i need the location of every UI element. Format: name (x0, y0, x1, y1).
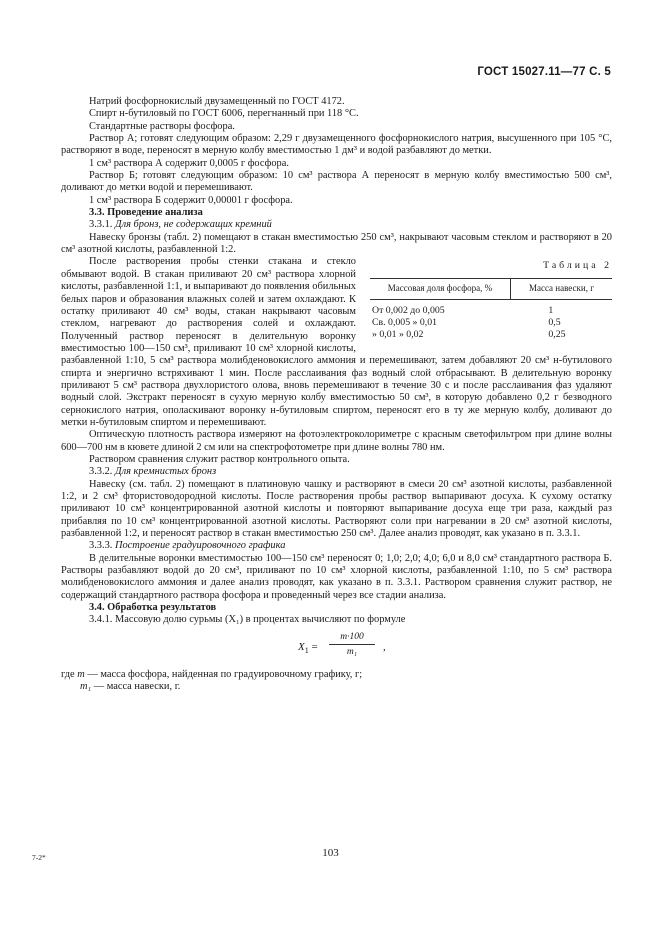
subsection-heading-3-3-3 (61, 540, 612, 552)
table-2 (370, 260, 612, 341)
table-row (370, 300, 612, 318)
subsection-number: 3.3.1. (89, 219, 115, 231)
table-cell: 0,5 (548, 317, 561, 329)
page-number: 103 (322, 847, 339, 859)
table-text-block (61, 256, 612, 429)
legend-row (61, 681, 612, 693)
paragraph: В делительные воронки вместимостью 100—150 см³ переносят 0; 1,0; 2,0; 4,0; 6,0 и 8,0 см³ стандартного раствора Б. Растворы разбавляют водой до 20 см³, приливают по 10 см³ хлорной кислоты, разбавленной 1:10, по 5 см³ раствора молибденовокислого аммония и далее анализ проводят, как указано в п. 3.3.1. Раствором сравнения служит раствор, не содержащий стандартного раствора фосфора и проведенный через все стадии анализа. (61, 552, 612, 601)
paragraph: 1 см³ раствора А содержит 0,0005 г фосфора. (89, 157, 289, 169)
table-header-cell: Масса навески, г (510, 279, 612, 300)
footer-signature: 7-2* (32, 853, 46, 862)
paragraph: 1 см³ раствора Б содержит 0,00001 г фосфора. (89, 194, 293, 206)
formula-subscript: 1 (304, 645, 309, 655)
formula-equals: = (311, 640, 318, 653)
formula-tail: , (383, 640, 386, 653)
table (370, 278, 612, 341)
page-header: ГОСТ 15027.11—77 С. 5 (477, 66, 611, 78)
formula-denominator: m₁ (346, 647, 358, 658)
paragraph: Спирт н-бутиловый по ГОСТ 6006, перегнанный при 118 °С. (89, 108, 359, 120)
table-cell: От 0,002 до 0,005 (372, 305, 445, 317)
table-cell: Св. 0,005 » 0,01 (372, 317, 438, 329)
legend-text: — масса фосфора, найденная по градуировочному графику, г; (84, 668, 363, 680)
table-title: Таблица 2 (543, 260, 612, 272)
formula-legend (61, 669, 612, 694)
subsection-number: 3.3.2. (89, 466, 115, 478)
paragraph: Раствор Б; готовят следующим образом: 10 см³ раствора А переносят в мерную колбу вместимостью 500 см³, доливают до метки водой и перемешивают. (61, 170, 612, 194)
formula-lhs (298, 641, 318, 657)
paragraph: Навеску бронзы (табл. 2) помещают в стакан вместимостью 250 см³, накрывают часовым стеклом и растворяют в 20 см³ азотной кислоты, разбавленной 1:2. (61, 231, 612, 256)
legend-symbol: m₁ (80, 681, 92, 693)
subsection-title: Для кремнистых бронз (114, 466, 217, 478)
paragraph: Оптическую плотность раствора измеряют на фотоэлектроколориметре с красным светофильтром при длине волны 600—700 нм в кювете длиной 2 см или на спектрофотометре при длине волны 780 нм. (61, 429, 612, 453)
section-heading-3-4: 3.4. Обработка результатов (89, 602, 217, 614)
paragraph: Раствор А; готовят следующим образом: 2,29 г двузамещенного фосфорнокислого натрия, высушенного при 105 °С, растворяют в воде, переносят в мерную колбу вместимостью 1 дм³ и водой разбавляют до метки. (61, 133, 612, 157)
table-cell: 1 (548, 305, 554, 317)
legend-text: — масса навески, г. (91, 681, 181, 693)
legend-row (61, 669, 612, 681)
subsection-heading-3-3-1 (61, 219, 612, 231)
legend-prefix: где (61, 668, 78, 680)
table-cell: » 0,01 » 0,02 (372, 329, 424, 341)
subsection-number: 3.3.3. (89, 540, 115, 552)
formula (61, 631, 612, 665)
subsection-heading-3-3-2 (61, 466, 612, 478)
paragraph: 3.4.1. Массовую долю сурьмы (X₁) в процентах вычисляют по формуле (89, 614, 406, 626)
table-row (370, 317, 612, 329)
paragraph: Навеску (см. табл. 2) помещают в платиновую чашку и растворяют в смеси 20 см³ азотной кислоты, разбавленной 1:2, и 2 см³ фтористоводородной кислоты. После растворения пробы раствор выпаривают досуха. К сухому остатку приливают 10 см³ концентрированной азотной кислоты и повторяют выпаривание досуха еще три раза, каждый раз прибавляя по 10 см³ концентрированной азотной кислоты. Растворяют соли при нагревании в 20 см³ азотной кислоты, разбавленной 1:2, и переносят раствор в стакан вместимостью 250 см³. Далее анализ проводят, как указано в п. 3.3.1. (61, 478, 612, 540)
formula-fraction (329, 631, 375, 659)
table-row (370, 329, 612, 341)
subsection-title: Построение градуировочного графика (114, 540, 286, 552)
paragraph: Натрий фосфорнокислый двузамещенный по ГОСТ 4172. (89, 96, 345, 107)
formula-symbol: X (298, 640, 305, 653)
legend-symbol: m (77, 668, 85, 680)
subsection-title: Для бронз, не содержащих кремний (114, 219, 272, 231)
section-heading-3-3: 3.3. Проведение анализа (89, 207, 203, 219)
paragraph: После растворения пробы стенки стакана и стекло обмывают водой. В стакан приливают 20 см³ раствора хлорной кислоты, разбавленной 1:1, и выпаривают до появления обильных белых паров и образования влажных солей и затем охлаждают. К остатку приливают 40 см³ воды, стакан накрывают часовым стеклом, нагревают до растворения солей и охлаждают. Полученный раствор переносят в делительную воронку вместимостью 100—150 см³, приливают 10 см³ хлорной кислоты, разбавленной 1:10, 5 см³ раствора молибденовокислого аммония и перемешивают, затем добавляют 20 см³ н-бутилового спирта и энергично встряхивают 1 мин. После расслаивания фаз водный слой отбрасывают. В делительную воронку приливают 5 см³ раствора двухлористого олова, вновь перемешивают в течение 30 с и после расслаивания фаз удаляют водный слой. Экстракт переносят в сухую мерную колбу вместимостью 50 см³, в которую добавлено 0,2 г безводного сернокислого натрия, ополаскивают воронку н-бутиловым спиртом, переносят его в ту же мерную колбу, доливают до метки н-бутиловым спиртом и перемешивают. (61, 256, 612, 428)
paragraph: Стандартные растворы фосфора. (89, 120, 235, 132)
table-cell: 0,25 (548, 329, 566, 341)
paragraph: Раствором сравнения служит раствор контрольного опыта. (89, 453, 350, 465)
document-body (61, 96, 612, 693)
formula-numerator: m·100 (329, 631, 375, 645)
table-header-cell: Массовая доля фосфора, % (370, 279, 510, 300)
